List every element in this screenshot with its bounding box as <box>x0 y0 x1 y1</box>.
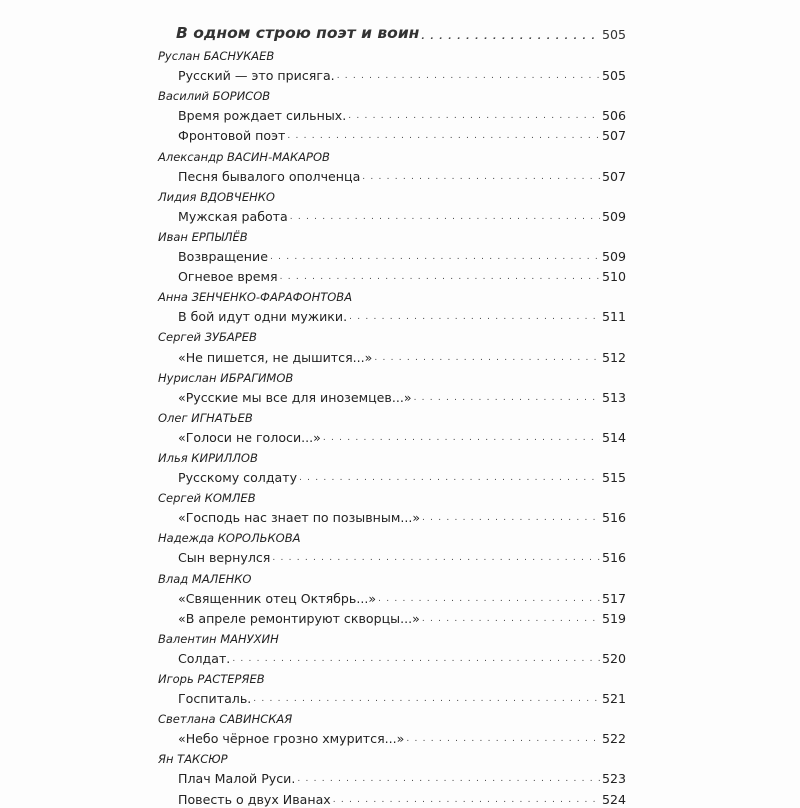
toc-entry[interactable] <box>158 466 626 486</box>
work-title: Время рождает сильных. <box>178 108 347 124</box>
page-number: 516 <box>601 550 626 566</box>
author-name: Игорь РАСТЕРЯЕВ <box>158 672 265 686</box>
page-number: 505 <box>601 68 626 84</box>
author-name: Надежда КОРОЛЬКОВА <box>158 531 301 546</box>
work-title: «Голоси не голоси...» <box>178 429 321 445</box>
dot-leader <box>349 309 600 325</box>
toc-entry[interactable] <box>158 587 626 607</box>
toc-entry[interactable] <box>158 386 626 406</box>
author-name: Лидия ВДОВЧЕНКО <box>158 189 275 204</box>
dot-leader <box>290 209 600 225</box>
author-name: Ян ТАКСЮР <box>158 752 228 767</box>
work-title: «Господь нас знает по позывным...» <box>178 510 421 526</box>
dot-leader <box>421 32 600 42</box>
work-title: Сын вернулся <box>178 550 271 566</box>
page-number: 507 <box>601 128 626 144</box>
work-title: «Русские мы все для иноземцев...» <box>178 389 412 405</box>
author-name: Сергей ЗУБАРЕВ <box>158 330 257 345</box>
work-title: «Не пишется, не дышится...» <box>178 349 373 365</box>
dot-leader <box>348 108 600 124</box>
dot-leader <box>253 691 600 707</box>
page-number: 517 <box>601 590 626 606</box>
work-title: Солдат. <box>178 650 231 666</box>
toc-entry[interactable] <box>158 64 626 84</box>
work-title: Повесть о двух Иванах <box>178 791 331 807</box>
toc-entry[interactable] <box>158 426 626 446</box>
work-title: В бой идут одни мужики. <box>178 309 348 325</box>
dot-leader <box>414 390 600 406</box>
section-page-number: 505 <box>601 27 626 42</box>
work-title: «В апреле ремонтируют скворцы...» <box>178 610 420 626</box>
dot-leader <box>272 550 600 566</box>
author-name: Анна ЗЕНЧЕНКО-ФАРАФОНТОВА <box>158 290 353 305</box>
work-title: «Священник отец Октябрь...» <box>178 590 377 606</box>
work-title: Фронтовой поэт <box>178 128 286 144</box>
dot-leader <box>362 169 600 185</box>
toc-entry[interactable] <box>158 265 626 285</box>
work-title: Песня бывалого ополченца <box>178 168 361 184</box>
page-number: 519 <box>601 610 626 626</box>
toc-entry[interactable] <box>158 546 626 566</box>
toc-entry[interactable] <box>158 767 626 787</box>
toc-entry[interactable] <box>158 647 626 667</box>
page-number: 514 <box>601 429 626 445</box>
work-title: Русский — это присяга. <box>178 68 335 84</box>
toc-entry[interactable] <box>158 165 626 185</box>
dot-leader <box>280 269 600 285</box>
dot-leader <box>323 430 600 446</box>
page-number: 512 <box>601 349 626 365</box>
page-number: 509 <box>601 249 626 265</box>
page-number: 506 <box>601 108 626 124</box>
toc-entry[interactable] <box>158 687 626 707</box>
toc-entry[interactable] <box>158 345 626 365</box>
author-name: Валентин МАНУХИН <box>158 631 279 646</box>
page-number: 511 <box>601 309 626 325</box>
dot-leader <box>337 68 600 84</box>
page-number: 510 <box>601 269 626 285</box>
page-number: 509 <box>601 208 626 224</box>
toc-entry[interactable] <box>158 245 626 265</box>
author-name: Светлана САВИНСКАЯ <box>158 712 293 727</box>
toc-entry[interactable] <box>158 305 626 325</box>
toc-list <box>158 44 626 808</box>
toc-entry[interactable] <box>158 506 626 526</box>
author-name: Иван ЕРПЫЛЁВ <box>158 229 248 244</box>
page-number: 515 <box>601 470 626 486</box>
dot-leader <box>270 249 600 265</box>
page-number: 521 <box>601 691 626 707</box>
author-name: Руслан БАСНУКАЕВ <box>158 49 275 64</box>
dot-leader <box>374 350 600 366</box>
author-name: Влад МАЛЕНКО <box>158 571 252 586</box>
toc-entry[interactable] <box>158 205 626 225</box>
work-title: Русскому солдату <box>178 470 298 486</box>
author-name: Сергей КОМЛЕВ <box>158 491 256 506</box>
dot-leader <box>406 731 600 747</box>
dot-leader <box>232 651 600 667</box>
author-name: Александр ВАСИН-МАКАРОВ <box>158 149 330 164</box>
dot-leader <box>297 771 600 787</box>
dot-leader <box>299 470 600 486</box>
work-title: Возвращение <box>178 249 268 265</box>
dot-leader <box>378 591 600 607</box>
toc-entry[interactable] <box>158 787 626 807</box>
author-name: Илья КИРИЛЛОВ <box>158 450 258 465</box>
page-number: 516 <box>601 510 626 526</box>
page-number: 507 <box>601 168 626 184</box>
work-title: «Небо чёрное грозно хмурится...» <box>178 731 405 747</box>
page-number: 513 <box>601 389 626 405</box>
section-heading <box>176 20 626 42</box>
work-title: Огневое время <box>178 269 278 285</box>
section-title: В одном строю поэт и воин <box>176 24 420 42</box>
toc-entry[interactable] <box>158 124 626 144</box>
dot-leader <box>422 611 600 627</box>
dot-leader <box>422 510 600 526</box>
work-title: Мужская работа <box>178 208 288 224</box>
page-number: 522 <box>601 731 626 747</box>
toc-entry[interactable] <box>158 727 626 747</box>
author-name: Василий БОРИСОВ <box>158 89 271 104</box>
page-number: 523 <box>601 771 626 787</box>
work-title: Плач Малой Руси. <box>178 771 296 787</box>
page-number: 520 <box>601 650 626 666</box>
author-name: Нурислан ИБРАГИМОВ <box>158 370 294 385</box>
dot-leader <box>287 128 600 144</box>
toc-entry[interactable] <box>158 104 626 124</box>
toc-entry[interactable] <box>158 607 626 627</box>
work-title: Госпиталь. <box>178 691 252 707</box>
page-number: 524 <box>601 791 626 807</box>
author-name: Олег ИГНАТЬЕВ <box>158 410 253 425</box>
